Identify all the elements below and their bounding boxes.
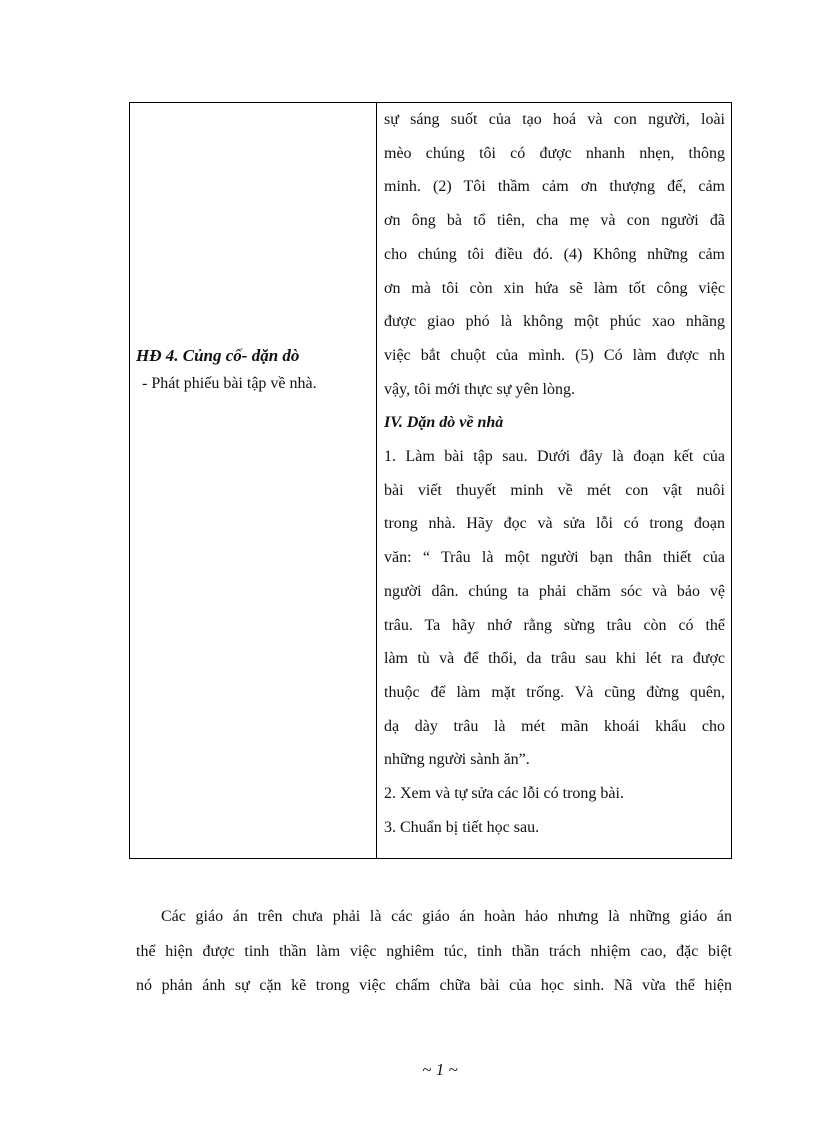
exercise-line: bài viết thuyết minh về mét con vật nuôi (384, 481, 725, 499)
text-line: ơn ông bà tổ tiên, cha mẹ và con người đã (384, 212, 725, 230)
exercise-item-2: 2. Xem và tự sửa các lỗi có trong bài. (384, 785, 624, 803)
paragraph-line: Các giáo án trên chưa phải là các giáo án hoàn hảo nhưng là những giáo án (161, 908, 732, 925)
table-row (130, 103, 732, 859)
exercise-line: làm tù và để thổi, da trâu sau khi lét ra được (384, 650, 725, 668)
exercise-line: thuộc để làm mặt trống. Và cũng đừng quên, (384, 683, 725, 701)
text-line: sự sáng suốt của tạo hoá và con người, loài (384, 111, 725, 128)
text-line: được giao phó là không một phúc xao nhãng (384, 313, 725, 331)
exercise-line: trâu. Ta hãy nhớ rằng sừng trâu còn có thể (384, 616, 725, 634)
exercise-line: dạ dày trâu là mét mãn khoái khẩu cho (384, 717, 725, 735)
page-number: ~ 1 ~ (422, 1060, 458, 1079)
paragraph-line: thể hiện được tinh thần làm việc nghiêm túc, tinh thần trách nhiệm cao, đặc biệt (136, 942, 732, 960)
content-cell (377, 103, 732, 859)
text-line: việc bắt chuột của mình. (5) Có làm được nh (384, 346, 725, 364)
activity-cell (130, 103, 377, 859)
exercise-line: văn: “ Trâu là một người bạn thân thiết của (384, 549, 725, 567)
paragraph-line: nó phản ánh sự cặn kẽ trong việc chấm chữa bài của học sinh. Nã vừa thể hiện (136, 977, 732, 994)
text-line: mèo chúng tôi có được nhanh nhẹn, thông (384, 144, 725, 162)
exercise-line: 1. Làm bài tập sau. Dưới đây là đoạn kết của (384, 448, 725, 466)
activity-heading: HĐ 4. Củng cố- dặn dò (136, 346, 300, 365)
exercise-line: những người sành ăn”. (384, 751, 530, 769)
lesson-table (129, 102, 732, 859)
exercise-line: người dân. chúng ta phải chăm sóc và bảo vệ (384, 582, 725, 600)
exercise-item-3: 3. Chuẩn bị tiết học sau. (384, 818, 540, 836)
body-paragraph (136, 900, 732, 1004)
text-line: cho chúng tôi điều đó. (4) Không những cảm (384, 245, 725, 263)
activity-item: - Phát phiếu bài tập về nhà. (142, 375, 317, 392)
activity-content (136, 344, 372, 400)
exercise-line: trong nhà. Hãy đọc và sửa lỗi có trong đoạn (384, 515, 725, 533)
text-line: vậy, tôi mới thực sự yên lòng. (384, 380, 575, 398)
section-heading: IV. Dặn dò về nhà (384, 414, 504, 432)
text-line: ơn mà tôi còn xin hứa sẽ làm tốt công việc (384, 279, 725, 297)
text-line: minh. (2) Tôi thầm cảm ơn thượng đế, cảm (384, 178, 725, 196)
